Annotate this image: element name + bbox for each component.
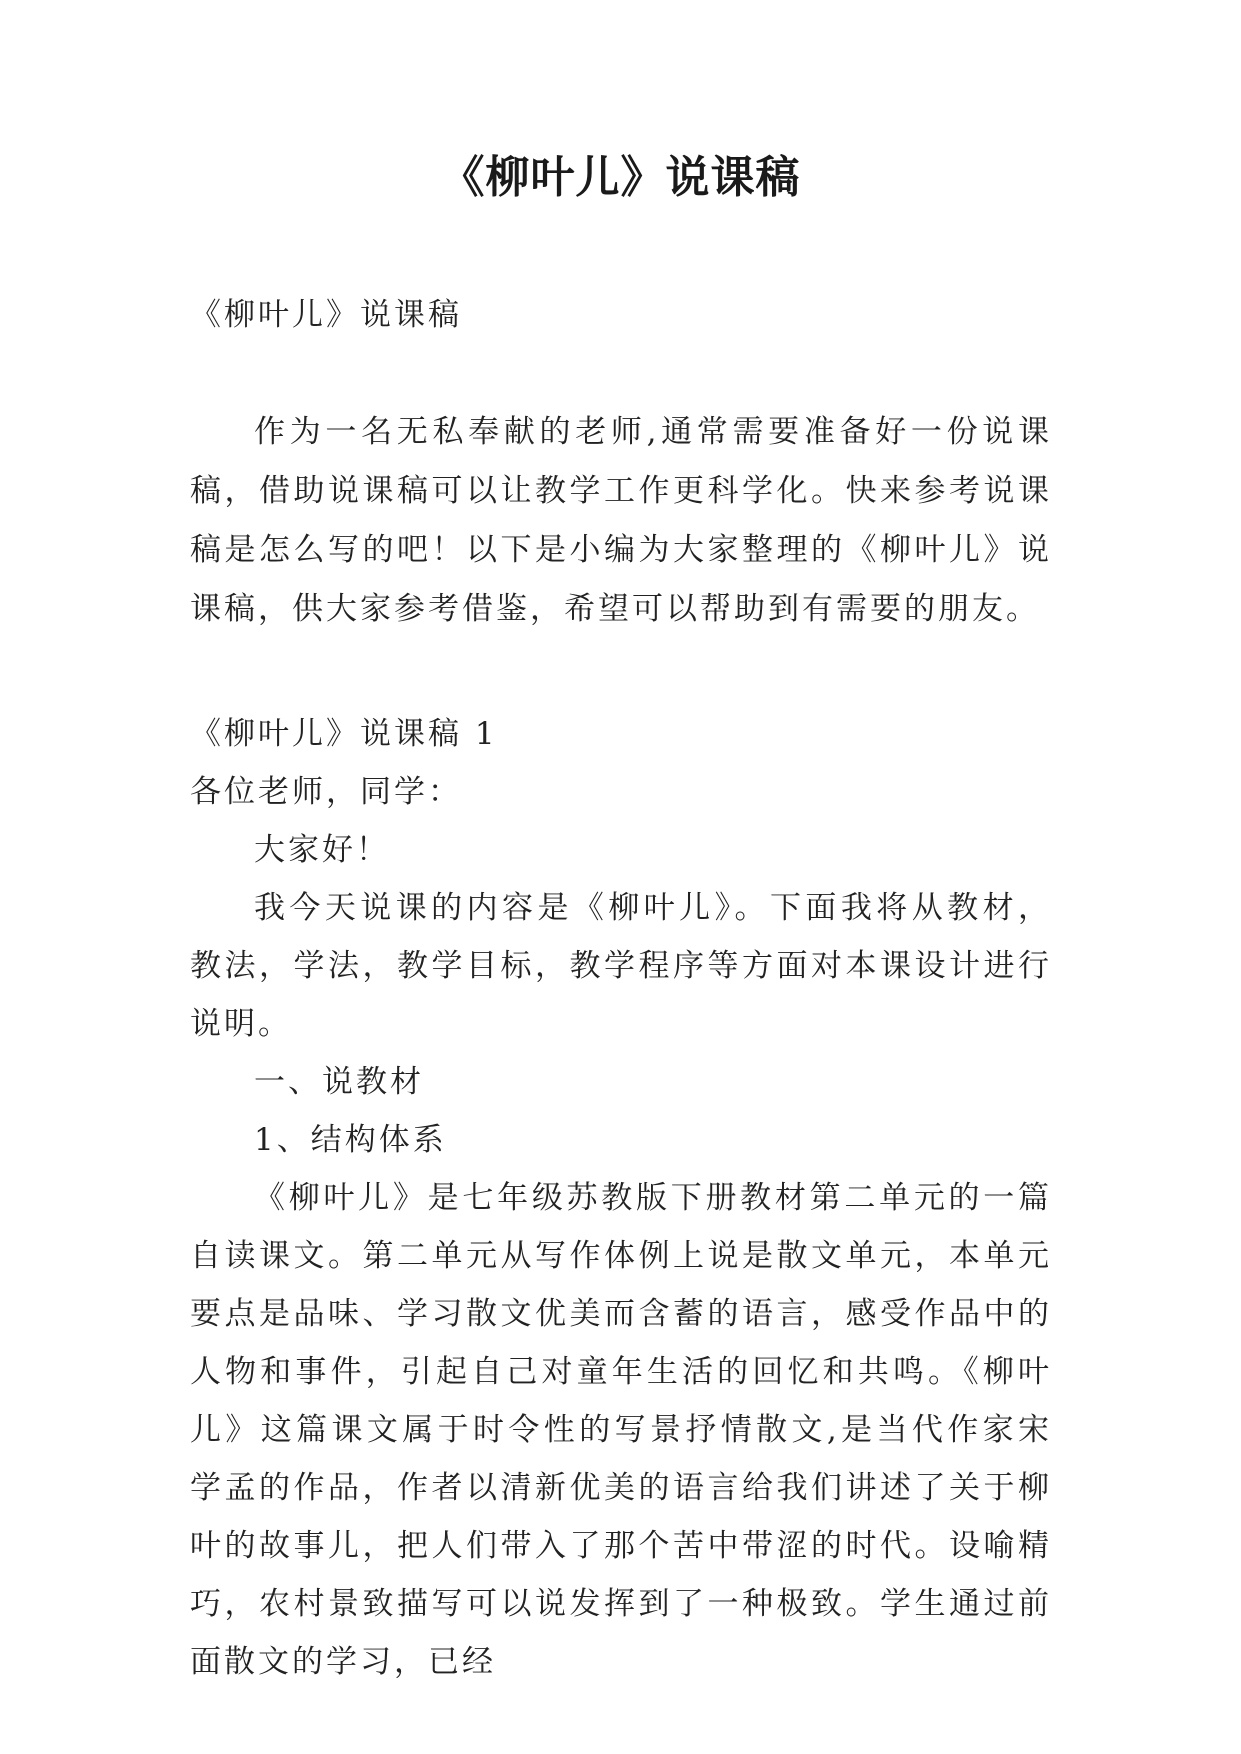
document-title: 《柳叶儿》说课稿 [440,152,801,203]
paragraph-structure-system: 《柳叶儿》是七年级苏教版下册教材第二单元的一篇自读课文。第二单元从写作体例上说是散文单元，本单元要点是品味、学习散文优美而含蓄的语言，感受作品中的人物和事件，引起自己对童年生活的回忆和共鸣。《柳叶儿》这篇课文属于时令性的写景抒情散文,是当代作家宋学孟的作品，作者以清新优美的语言给我们讲述了关于柳叶的故事儿，把人们带入了那个苦中带涩的时代。设喻精巧，农村景致描写可以说发挥到了一种极致。学生通过前面散文的学习，已经 [190,1180,1052,1680]
heading-structure-system: 1、结构体系 [254,1122,447,1158]
greeting-line: 各位老师，同学： [190,774,462,810]
heading-teaching-material: 一、说教材 [254,1064,424,1100]
intro-paragraph: 作为一名无私奉献的老师,通常需要准备好一份说课稿，借助说课稿可以让教学工作更科学化。快来参考说课稿是怎么写的吧！以下是小编为大家整理的《柳叶儿》说课稿，供大家参考借鉴，希望可以帮助到有需要的朋友。 [190,414,1052,627]
intro-block [190,403,1052,639]
document-subtitle: 《柳叶儿》说课稿 [190,297,462,333]
section-1 [190,705,1052,1691]
paragraph-intro-lesson: 我今天说课的内容是《柳叶儿》。下面我将从教材，教法，学法，教学目标，教学程序等方面对本课设计进行说明。 [190,890,1052,1042]
hello-line: 大家好！ [254,832,390,868]
section-heading: 《柳叶儿》说课稿 1 [190,716,498,752]
